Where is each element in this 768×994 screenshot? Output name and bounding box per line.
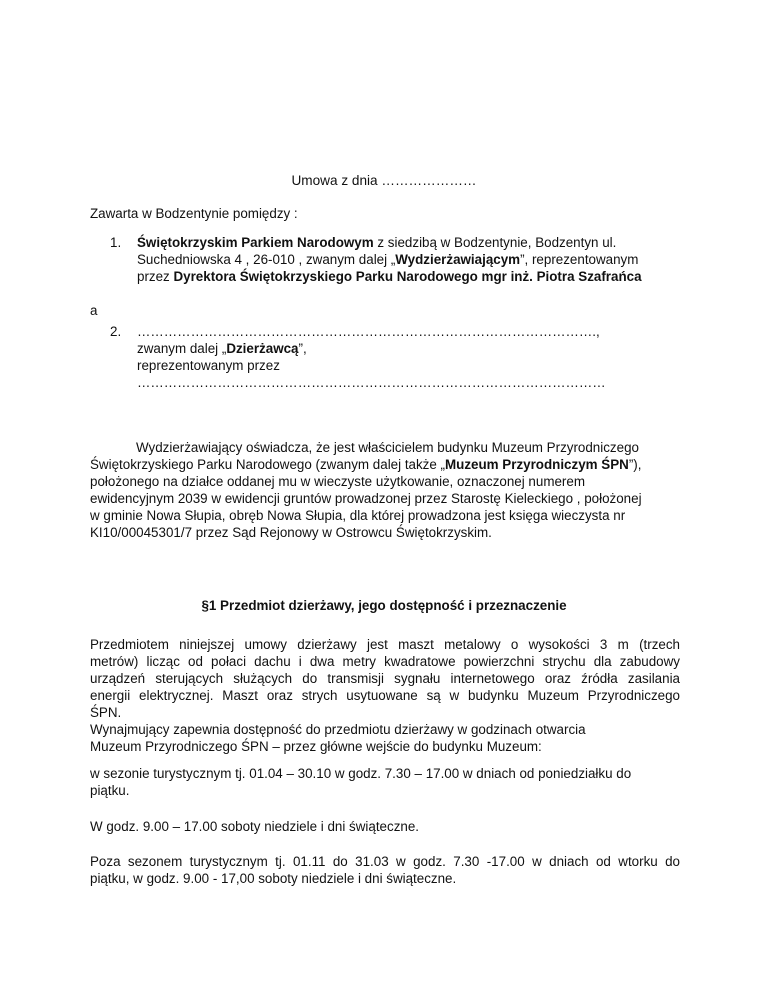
party2-line2-b: ”, [298, 341, 307, 356]
subject-paragraph [90, 636, 680, 721]
party1-block [137, 234, 707, 285]
party2-number: 2. [110, 324, 122, 339]
declaration-line3: położonego na działce oddanej mu w wieczyste użytkowanie, oznaczonej numerem [90, 474, 585, 489]
season-paragraph [90, 765, 680, 799]
access-line1: Wynajmujący zapewnia dostępność do przedmiotu dzierżawy w godzinach otwarcia [90, 722, 586, 737]
offseason-line2: piątku, w godz. 9.00 - 17,00 soboty niedziele i dni świąteczne. [90, 871, 457, 886]
party1-line3 [137, 268, 707, 285]
subject-line1: Przedmiotem niniejszej umowy dzierżawy jest maszt metalowy o wysokości 3 m (trzech [90, 637, 680, 652]
offseason-paragraph [90, 853, 680, 887]
party2-line2-a: zwanym dalej „ [137, 341, 227, 356]
subject-line2: metrów) licząc od połaci dachu i dwa metry kwadratowe powierzchni strychu dla zabudowy [90, 654, 680, 669]
party1-line1 [137, 234, 707, 251]
declaration-line4: ewidencyjnym 2039 w ewidencji gruntów prowadzonej przez Starostę Kieleckiego , położonej [90, 491, 642, 506]
party1-line3-a: przez [137, 269, 174, 284]
declaration-line2-b: ”), [628, 457, 642, 472]
document-title: Umowa z dnia ………………… [291, 173, 477, 188]
party2-dots-line2: …………………………………………………………………………………………… [137, 375, 606, 390]
intro-text: Zawarta w Bodzentynie pomiędzy : [90, 206, 298, 221]
declaration-paragraph [90, 439, 682, 541]
party1-line2 [137, 251, 707, 268]
weekend-line: W godz. 9.00 – 17.00 soboty niedziele i dni świąteczne. [90, 819, 420, 834]
declaration-line5: w gminie Nowa Słupia, obręb Nowa Słupia, dla której prowadzona jest księga wieczysta nr [90, 508, 626, 523]
declaration-line2-a: Świętokrzyskiego Parku Narodowego (zwanym dalej także „ [90, 457, 446, 472]
party1-number: 1. [110, 235, 122, 250]
section1-heading: §1 Przedmiot dzierżawy, jego dostępność i przeznaczenie [201, 598, 567, 613]
conjunction-a: a [90, 303, 98, 318]
party1-role: Wydzierżawiającym [395, 252, 521, 267]
declaration-line1: Wydzierżawiający oświadcza, że jest właścicielem budynku Muzeum Przyrodniczego [136, 440, 639, 455]
party2-block [137, 323, 707, 391]
party1-name: Świętokrzyskim Parkiem Narodowym [137, 235, 374, 250]
party2-dots-line: …………………………………………………………………………………………., [137, 324, 600, 339]
party1-line1-rest: z siedzibą w Bodzentynie, Bodzentyn ul. [373, 235, 617, 250]
season-line1: w sezonie turystycznym tj. 01.04 – 30.10 w godz. 7.30 – 17.00 w dniach od poniedziałku do [90, 766, 632, 781]
offseason-line1: Poza sezonem turystycznym tj. 01.11 do 31.03 w godz. 7.30 -17.00 w dniach od wtorku do [90, 854, 680, 869]
party1-representative: Dyrektora Świętokrzyskiego Parku Narodowego mgr inż. Piotra Szafrańca [173, 269, 642, 284]
weekend-hours [90, 818, 680, 835]
party2-role: Dzierżawcą [226, 341, 299, 356]
season-line2: piątku. [90, 783, 130, 798]
party1-line2-b: ”, reprezentowanym [520, 252, 639, 267]
access-paragraph [90, 721, 680, 755]
museum-name-bold: Muzeum Przyrodniczym ŚPN [445, 457, 629, 472]
declaration-line2 [90, 456, 682, 473]
party2-line2 [137, 340, 707, 357]
access-line2: Muzeum Przyrodniczego ŚPN – przez główne wejście do budynku Muzeum: [90, 739, 542, 754]
subject-line4: energii elektrycznej. Maszt oraz strych usytuowane są w budynku Muzeum Przyrodniczego [90, 688, 680, 703]
subject-line3: urządzeń sterujących służących do transmisji sygnału internetowego oraz źródła zasilania [90, 671, 680, 686]
party2-line3: reprezentowanym przez [137, 358, 280, 373]
subject-line5: ŚPN. [90, 705, 122, 720]
declaration-line6: KI10/00045301/7 przez Sąd Rejonowy w Ostrowcu Świętokrzyskim. [90, 525, 492, 540]
party1-line2-a: Suchedniowska 4 , 26-010 , zwanym dalej „ [137, 252, 396, 267]
